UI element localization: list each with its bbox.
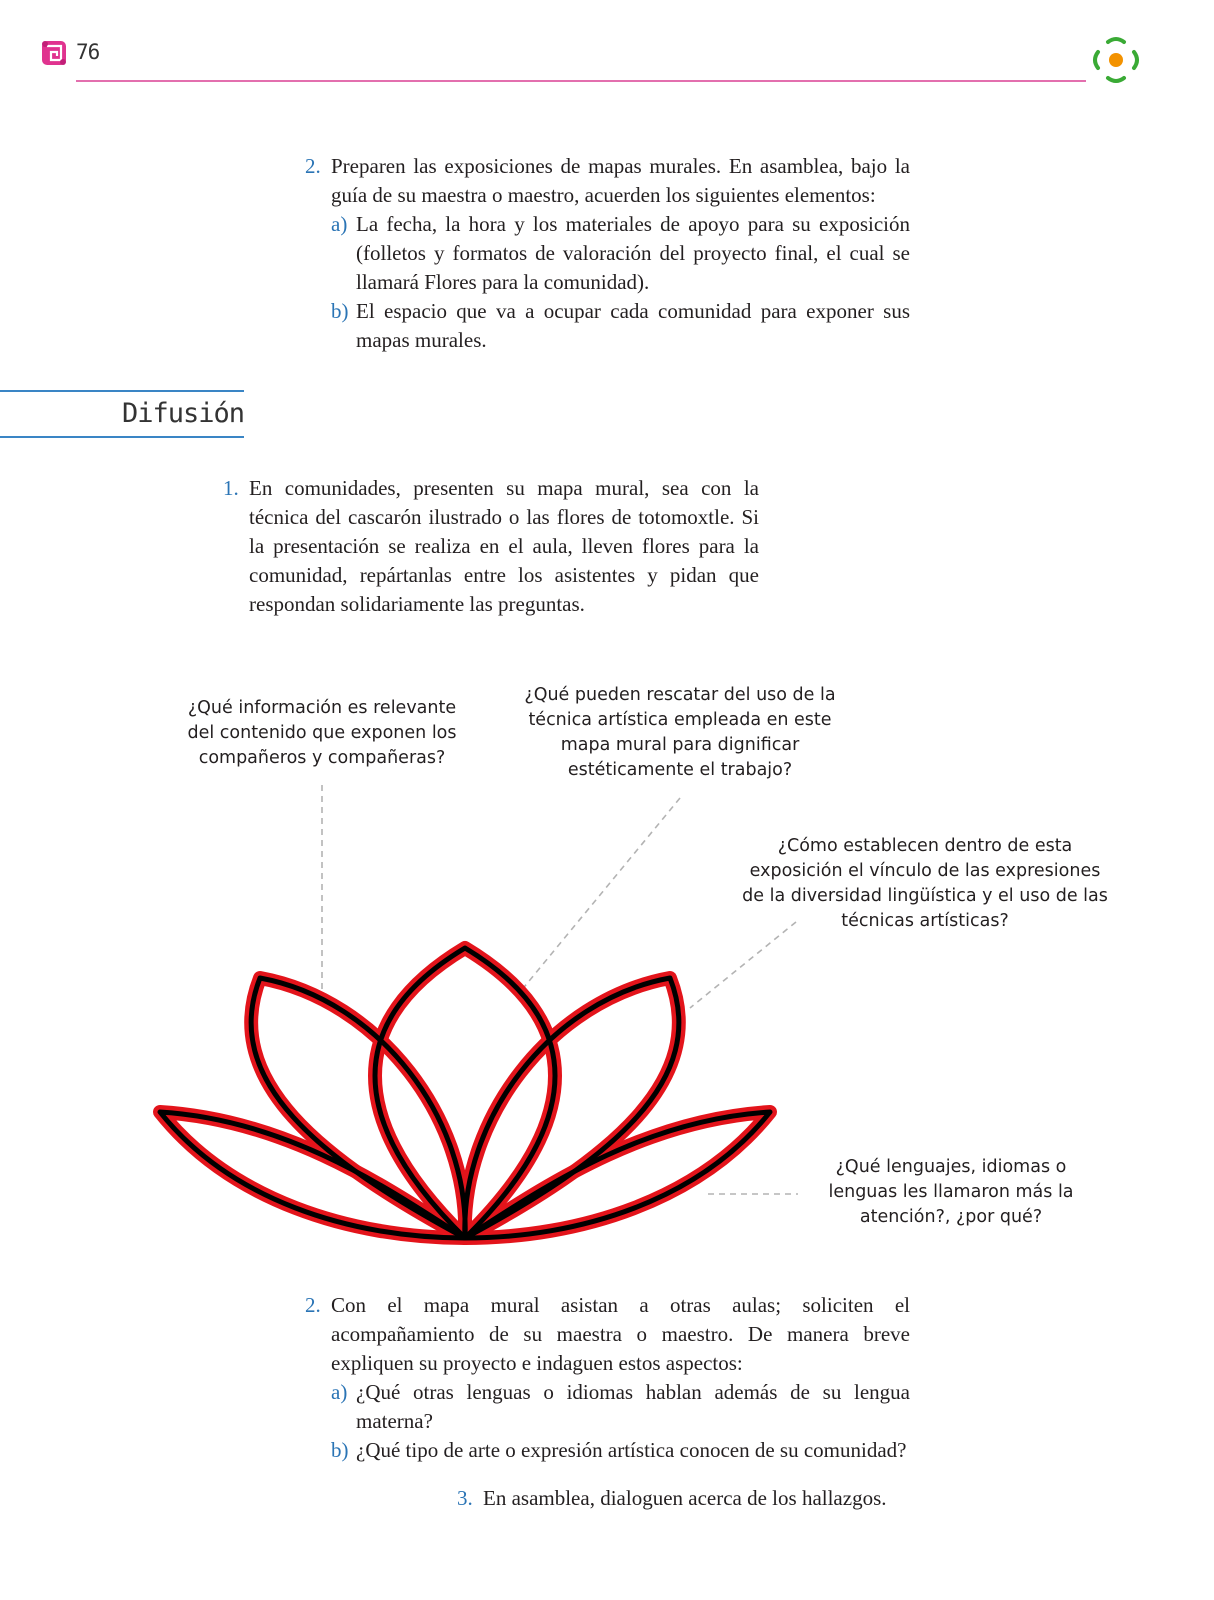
item-number: 2.	[305, 1293, 321, 1317]
subitem-letter: b)	[331, 299, 349, 323]
subitem-letter: b)	[331, 1438, 349, 1462]
subitem	[331, 1436, 910, 1465]
page-number: 76	[76, 40, 100, 64]
leader-line-3	[690, 922, 796, 1008]
subitem	[331, 1378, 910, 1436]
item-text: Con el mapa mural asistan a otras aulas; soliciten el acompañamiento de su maestra o maestro. De manera breve expliquen su proyecto e indaguen estos aspectos:	[331, 1293, 910, 1375]
leader-line-2	[520, 798, 680, 992]
section-title: Difusión	[121, 398, 244, 429]
item-number: 1.	[223, 476, 239, 500]
item-number: 2.	[305, 154, 321, 178]
subitem-text: El espacio que va a ocupar cada comunidad para exponer sus mapas murales.	[356, 299, 910, 352]
item-text: En asamblea, dialoguen acerca de los hallazgos.	[483, 1486, 887, 1510]
item-text: Preparen las exposiciones de mapas murales. En asamblea, bajo la guía de su maestra o maestro, acuerden los siguientes elementos:	[331, 154, 910, 207]
subitem-text: La fecha, la hora y los materiales de apoyo para su exposición (folletos y formatos de valoración del proyecto final, el cual se llamará Flores para la comunidad).	[356, 212, 910, 294]
subitem-letter: a)	[331, 1380, 348, 1404]
question-languages-attention: ¿Qué lenguajes, idiomas o lenguas les llamaron más la atención?, ¿por qué?	[828, 1157, 1074, 1227]
item-text: En comunidades, presenten su mapa mural, sea con la técnica del cascarón ilustrado o las flores de totomoxtle. Si la presentación se realiza en el aula, lleven flores para la comunidad, repártanlas entre los asistentes y pidan que respondan solidariamente las preguntas.	[249, 476, 759, 616]
question-artistic-technique: ¿Qué pueden rescatar del uso de la técnica artística empleada en este mapa mural para dignificar estéticamente el trabajo?	[524, 685, 836, 780]
question-linguistic-diversity: ¿Cómo establecen dentro de esta exposición el vínculo de las expresiones de la diversidad lingüística y el uso de las técnicas artísticas?	[742, 836, 1108, 931]
item-number: 3.	[457, 1486, 473, 1510]
subitem-text: ¿Qué otras lenguas o idiomas hablan además de su lengua materna?	[356, 1380, 910, 1433]
subitem-letter: a)	[331, 212, 348, 236]
closing-item	[457, 1484, 983, 1513]
lotus-flower-icon	[160, 948, 770, 1238]
visit-item	[305, 1291, 910, 1465]
question-relevant-info: ¿Qué información es relevante del contenido que exponen los compañeros y compañeras?	[187, 698, 457, 768]
subitem-text: ¿Qué tipo de arte o expresión artística conocen de su comunidad?	[356, 1438, 907, 1462]
